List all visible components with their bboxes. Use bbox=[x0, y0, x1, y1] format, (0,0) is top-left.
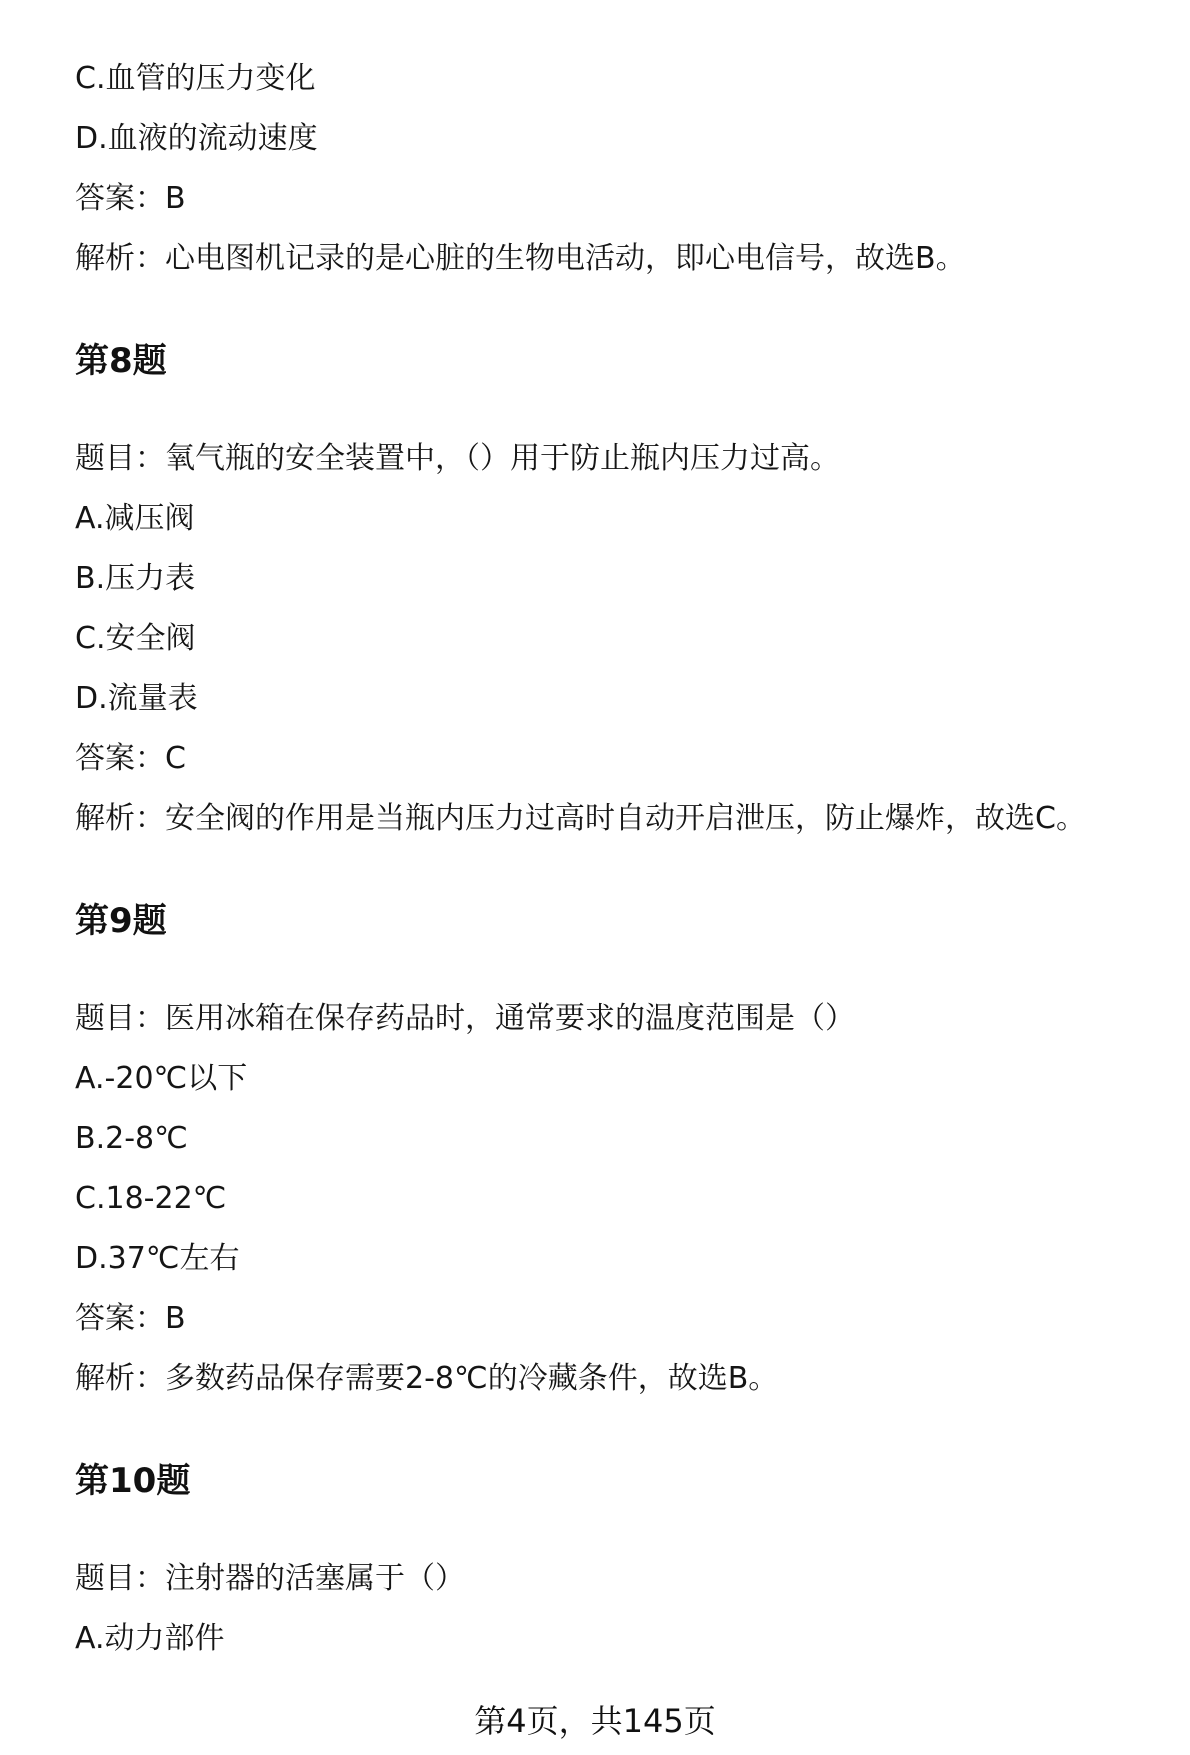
q8-analysis: 解析：安全阀的作用是当瓶内压力过高时自动开启泄压，防止爆炸，故选C。 bbox=[75, 801, 1086, 836]
q9-option-d: D.37℃左右 bbox=[75, 1241, 240, 1276]
q9-question: 题目：医用冰箱在保存药品时，通常要求的温度范围是（） bbox=[75, 1001, 855, 1036]
q9-analysis: 解析：多数药品保存需要2-8℃的冷藏条件，故选B。 bbox=[75, 1361, 779, 1396]
q7-option-c: C.血管的压力变化 bbox=[75, 61, 316, 96]
q8-heading: 第8题 bbox=[75, 341, 167, 381]
q9-option-c: C.18-22℃ bbox=[75, 1181, 227, 1216]
q8-option-d: D.流量表 bbox=[75, 681, 198, 716]
q8-option-c: C.安全阀 bbox=[75, 621, 196, 656]
q9-answer: 答案：B bbox=[75, 1301, 186, 1336]
q7-option-d: D.血液的流动速度 bbox=[75, 121, 318, 156]
q10-question: 题目：注射器的活塞属于（） bbox=[75, 1561, 465, 1596]
q8-question: 题目：氧气瓶的安全装置中，（）用于防止瓶内压力过高。 bbox=[75, 441, 840, 476]
q7-analysis: 解析：心电图机记录的是心脏的生物电活动，即心电信号，故选B。 bbox=[75, 241, 966, 276]
q8-option-a: A.减压阀 bbox=[75, 501, 195, 536]
q8-option-b: B.压力表 bbox=[75, 561, 196, 596]
q10-heading: 第10题 bbox=[75, 1461, 191, 1501]
q9-option-b: B.2-8℃ bbox=[75, 1121, 188, 1156]
page-number-footer: 第4页，共145页 bbox=[474, 1702, 716, 1740]
q7-answer: 答案：B bbox=[75, 181, 186, 216]
q10-option-a: A.动力部件 bbox=[75, 1621, 225, 1656]
q8-answer: 答案：C bbox=[75, 741, 186, 776]
q9-heading: 第9题 bbox=[75, 901, 167, 941]
q9-option-a: A.-20℃以下 bbox=[75, 1061, 248, 1096]
